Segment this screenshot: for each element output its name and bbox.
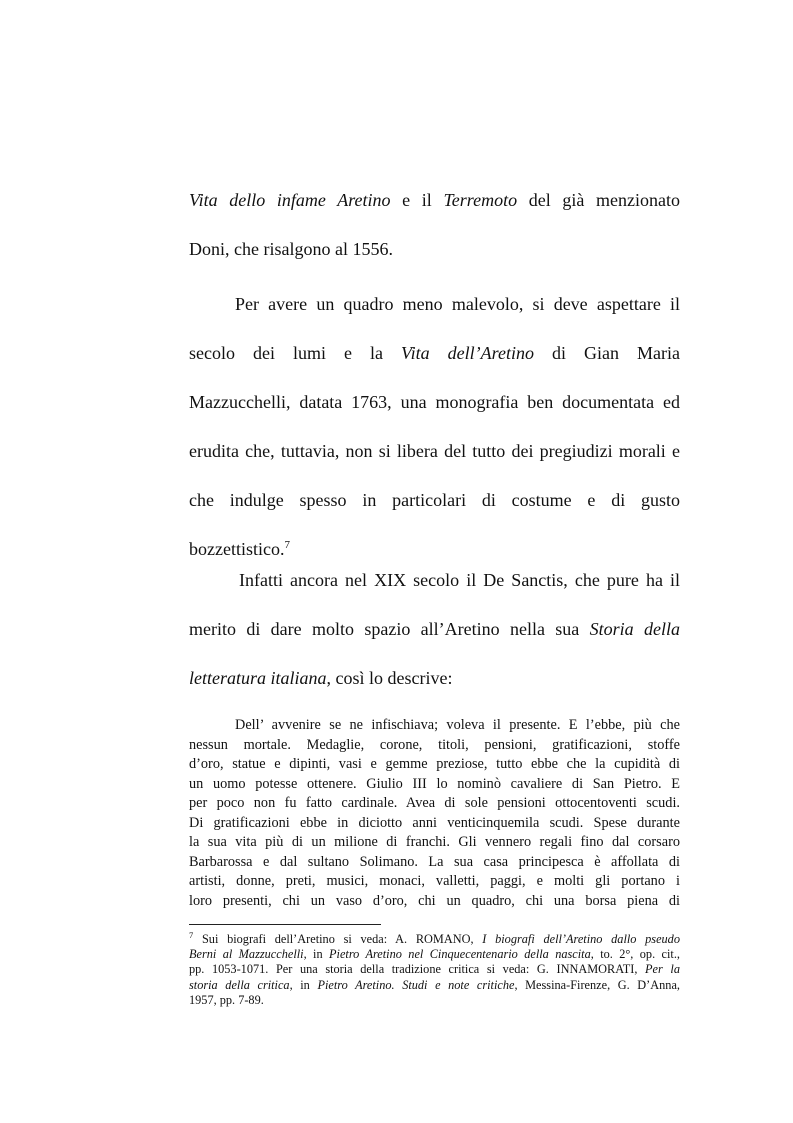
quote-line: Di gratificazioni ebbe in diciotto anni venticinquemila scudi. Spese durante — [189, 814, 680, 831]
text-line: che indulge spesso in particolari di costume e di gusto — [189, 490, 680, 510]
footnote-line: 1957, pp. 7-89. — [189, 992, 264, 1007]
italic-title: letteratura italiana — [189, 668, 327, 688]
quote-line: Dell’ avvenire se ne infischiava; voleva il presente. E l’ebbe, più che — [235, 717, 680, 733]
footnote-separator — [189, 924, 381, 925]
quote-line: per poco non fu fatto cardinale. Avea di sole pensioni ottocentoventi scudi. — [189, 795, 680, 811]
footnote-reference[interactable]: 7 — [284, 539, 290, 551]
quote-line: artisti, donne, preti, musici, monaci, valletti, paggi, e molti gli portano i — [189, 873, 680, 889]
text-line: secolo dei lumi e la Vita dell’Aretino di Gian Maria — [189, 343, 680, 363]
italic-title: Vita dell’Aretino — [401, 343, 534, 363]
quote-line: loro presenti, chi un vaso d’oro, chi un quadro, chi una borsa piena di — [189, 892, 680, 909]
footnote — [189, 929, 680, 1008]
text-line: Infatti ancora nel XIX secolo il De Sanctis, che pure ha il — [239, 570, 680, 590]
italic-title: Terremoto — [443, 190, 518, 210]
text-line: letteratura italiana, così lo descrive: — [189, 668, 453, 688]
text-line: Doni, che risalgono al 1556. — [189, 239, 393, 259]
quote-line: la sua vita più di un milione di franchi. Gli vennero regali fino dal corsaro — [189, 834, 680, 850]
text-line: merito di dare molto spazio all’Aretino nella sua Storia della — [189, 619, 680, 639]
italic-title: Vita dello infame Aretino — [189, 190, 391, 210]
quote-line: un uomo potesse ottenere. Giulio III lo nominò cavaliere di San Pietro. E — [189, 775, 680, 792]
footnote-line: $^7$ Sui biografi dell’Aretino si veda: A. ROMANO, I biografi dell’Aretino dallo pseudo — [189, 929, 680, 946]
footnote-line: Berni al Mazzucchelli, in Pietro Aretino nel Cinquecentenario della nascita, to. 2°, op. cit., — [189, 947, 680, 962]
quote-line: d’oro, statue e dipinti, vasi e gemme preziose, tutto ebbe che la cupidità di — [189, 756, 680, 772]
paragraph-2 — [189, 280, 680, 574]
text-line: erudita che, tuttavia, non si libera del tutto dei pregiudizi morali e — [189, 441, 680, 461]
italic-title: Storia della — [589, 619, 680, 639]
text-line: Per avere un quadro meno malevolo, si deve aspettare il — [235, 294, 680, 314]
paragraph-1 — [189, 176, 680, 274]
paragraph-3 — [189, 556, 680, 703]
footnote-line: storia della critica, in Pietro Aretino. Studi e note critiche, Messina-Firenze, G. D’Anna, — [189, 977, 680, 992]
text-line: Vita dello infame Aretino e il Terremoto del già menzionato — [189, 190, 680, 210]
text-line: Mazzucchelli, datata 1763, una monografia ben documentata ed — [189, 392, 680, 412]
quote-line: Barbarossa e dal sultano Solimano. La sua casa principesca è affollata di — [189, 853, 680, 870]
footnote-line: pp. 1053-1071. Per una storia della tradizione critica si veda: G. INNAMORATI, Per la — [189, 962, 680, 977]
quote-line: nessun mortale. Medaglie, corone, titoli, pensioni, gratificazioni, stoffe — [189, 736, 680, 753]
text-line: bozzettistico.$^7$ — [189, 539, 290, 559]
block-quote — [189, 716, 680, 911]
footnote-number: 7 — [189, 929, 194, 940]
